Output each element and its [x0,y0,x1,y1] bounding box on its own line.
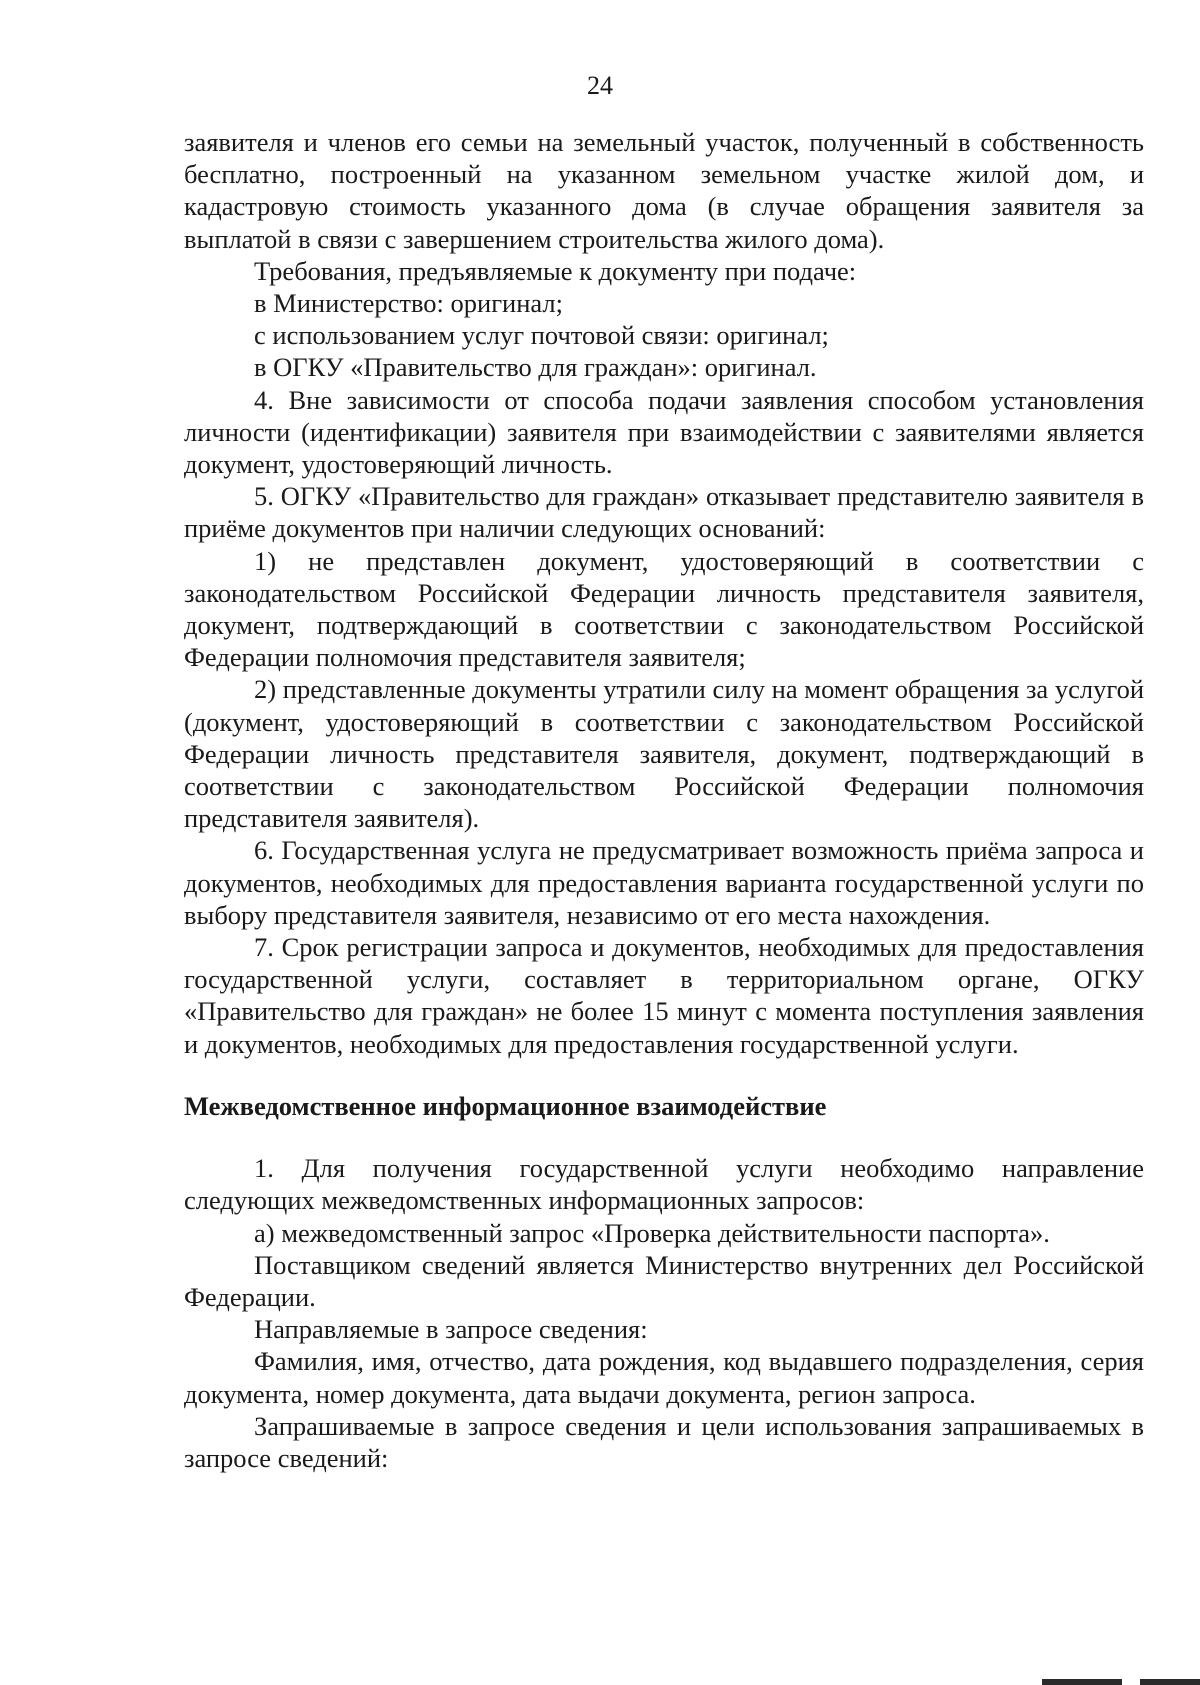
paragraph: в ОГКУ «Правительство для граждан»: оригинал. [254,352,817,383]
paragraph: 6. Государственная услуга не предусматривает возможность приёма запроса и документов, необходимых для предоставления варианта государственной услуги по выбору представителя заявителя, независимо от его места нахождения. [184,835,1144,930]
document-body [184,126,1144,1474]
paragraph: 1) не представлен документ, удостоверяющий в соответствии с законодательством Российской Федерации личность представителя заявителя, документ, подтверждающий в соответствии с законодательством Российской Федерации полномочия представителя заявителя; [184,545,1144,673]
paragraphs-before-heading [184,126,1144,1060]
paragraph: 1. Для получения государственной услуги необходимо направление следующих межведомственных информационных запросов: [184,1153,1144,1216]
paragraph: 7. Срок регистрации запроса и документов, необходимых для предоставления государственной услуги, составляет в территориальном органе, ОГКУ «Правительство для граждан» не более 15 минут с момента поступления заявления и документов, необходимых для предоставления государственной услуги. [184,932,1144,1059]
paragraph: а) межведомственный запрос «Проверка действительности паспорта». [254,1217,1050,1248]
paragraph: Фамилия, имя, отчество, дата рождения, код выдавшего подразделения, серия документа, номер документа, дата выдачи документа, регион запроса. [184,1346,1144,1409]
paragraph: 5. ОГКУ «Правительство для граждан» отказывает представителю заявителя в приёме документов при наличии следующих оснований: [184,481,1144,544]
paragraph: Требования, предъявляемые к документу при подаче: [254,255,857,286]
paragraph: в Министерство: оригинал; [254,288,564,319]
section-heading: Межведомственное информационное взаимодействие [184,1090,827,1121]
scan-edge-mark [1042,1679,1122,1685]
paragraph: Поставщиком сведений является Министерство внутренних дел Российской Федерации. [184,1249,1144,1312]
scan-edge-mark-right [1140,1679,1200,1685]
paragraph: заявителя и членов его семьи на земельный участок, полученный в собственность бесплатно, построенный на указанном земельном участке жилой дом, и кадастровую стоимость указанного дома (в случае обращения заявителя за выплатой в связи с завершением строительства жилого дома). [184,127,1144,254]
paragraph: 2) представленные документы утратили силу на момент обращения за услугой (документ, удостоверяющий в соответствии с законодательством Российской Федерации личность представителя заявителя, документ, подтверждающий в соответствии с законодательством Российской Федерации полномочия представителя заявителя). [184,674,1144,834]
paragraph: Запрашиваемые в запросе сведения и цели использования запрашиваемых в запросе сведений: [184,1410,1144,1473]
paragraph: 4. Вне зависимости от способа подачи заявления способом установления личности (идентификации) заявителя при взаимодействии с заявителями является документ, удостоверяющий личность. [184,384,1144,480]
paragraph: Направляемые в запросе сведения: [254,1314,648,1345]
page-number: 24 [587,71,613,100]
paragraph: с использованием услуг почтовой связи: оригинал; [254,320,829,351]
paragraphs-after-heading [184,1152,1144,1474]
